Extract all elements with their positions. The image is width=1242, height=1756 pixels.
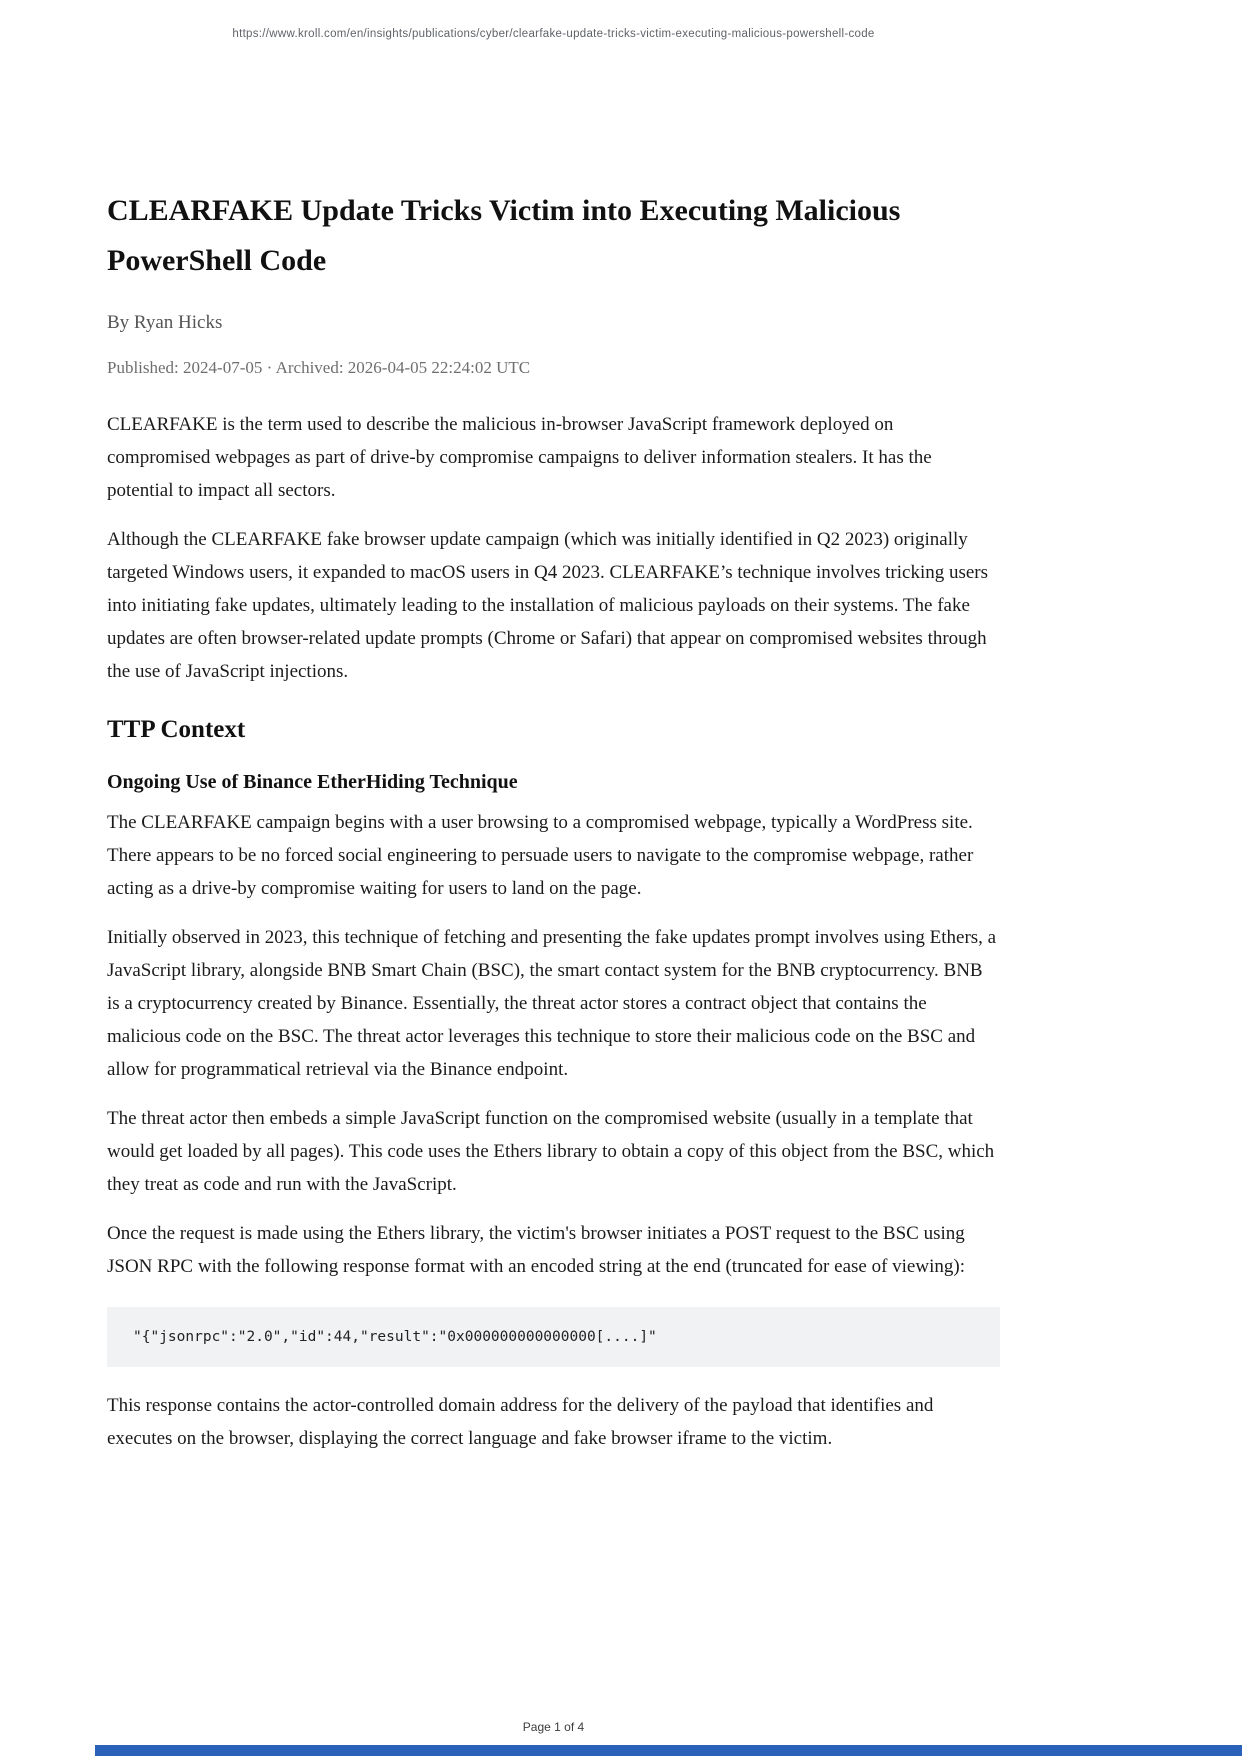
ttp-paragraph-3: The threat actor then embeds a simple JavaScript function on the compromised website (usually in a template that would get loaded by all pages). This code uses the Ethers library to obtain a copy of this object from the BSC, which they treat as code and run with the JavaScript.: [107, 1108, 995, 1195]
ttp-paragraph-4: Once the request is made using the Ethers library, the victim's browser initiates a POST request to the BSC using JSON RPC with the following response format with an encoded string at the end (truncated for ease of viewing):: [107, 1223, 965, 1277]
code-block-jsonrpc-response: "{"jsonrpc":"2.0","id":44,"result":"0x000000000000000[....]": [107, 1307, 1000, 1367]
intro-paragraph-1: CLEARFAKE is the term used to describe the malicious in-browser JavaScript framework deployed on compromised webpages as part of drive-by compromise campaigns to deliver information stealers. It has the potential to impact all sectors.: [107, 414, 932, 501]
ttp-paragraph-1: The CLEARFAKE campaign begins with a user browsing to a compromised webpage, typically a WordPress site. There appears to be no forced social engineering to persuade users to navigate to the compromise webpage, rather acting as a drive-by compromise waiting for users to land on the page.: [107, 812, 974, 899]
byline: By Ryan Hicks: [107, 312, 223, 333]
page-title: CLEARFAKE Update Tricks Victim into Executing Malicious PowerShell Code: [107, 194, 901, 277]
bottom-accent-bar: [95, 1745, 1242, 1756]
publish-archive-meta: Published: 2024-07-05 · Archived: 2026-04-05 22:24:02 UTC: [107, 358, 531, 377]
ttp-closing-paragraph: This response contains the actor-controlled domain address for the delivery of the payload that identifies and executes on the browser, displaying the correct language and fake browser iframe to the victim.: [107, 1395, 934, 1449]
section-heading-ttp-context: TTP Context: [107, 716, 246, 743]
subsection-heading-etherhiding: Ongoing Use of Binance EtherHiding Technique: [107, 771, 518, 793]
archive-source-url: https://www.kroll.com/en/insights/publications/cyber/clearfake-update-tricks-victim-executing-malicious-powershell-code: [232, 28, 875, 40]
article-body: [107, 186, 1000, 1471]
intro-paragraph-2: Although the CLEARFAKE fake browser update campaign (which was initially identified in Q2 2023) originally targeted Windows users, it expanded to macOS users in Q4 2023. CLEARFAKE’s technique involves tricking users into initiating fake updates, ultimately leading to the installation of malicious payloads on their systems. The fake updates are often browser-related update prompts (Chrome or Safari) that appear on compromised websites through the use of JavaScript injections.: [107, 529, 989, 682]
page-number: Page 1 of 4: [522, 1720, 585, 1734]
ttp-paragraph-2: Initially observed in 2023, this technique of fetching and presenting the fake updates prompt involves using Ethers, a JavaScript library, alongside BNB Smart Chain (BSC), the smart contact system for the BNB cryptocurrency. BNB is a cryptocurrency created by Binance. Essentially, the threat actor stores a contract object that contains the malicious code on the BSC. The threat actor leverages this technique to store their malicious code on the BSC and allow for programmatical retrieval via the Binance endpoint.: [107, 927, 997, 1080]
